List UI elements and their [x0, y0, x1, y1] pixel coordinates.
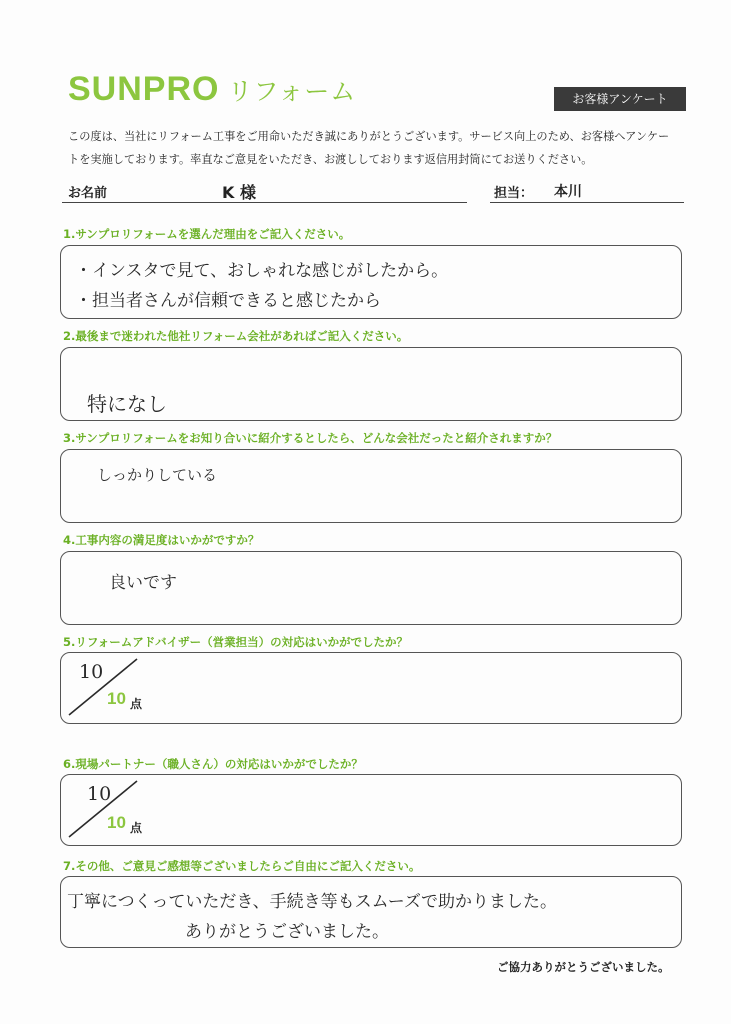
question-5-score-unit: 点: [130, 697, 143, 711]
question-2-label: 2.最後まで迷われた他社リフォーム会社があればご記入ください。: [63, 329, 409, 343]
customer-name-label: お名前: [68, 186, 108, 201]
customer-name-value: K 様: [222, 183, 256, 202]
question-6-score-max: 10: [107, 813, 126, 832]
question-3-answer-line-1: しっかりしている: [97, 466, 218, 484]
survey-badge: お客様アンケート: [554, 87, 686, 111]
intro-line-1: この度は、当社にリフォーム工事をご用命いただき誠にありがとうございます。サービス向上のため、お客様へアンケー: [68, 130, 670, 143]
intro-text: [68, 125, 688, 171]
sunpro-reform-logo: [68, 70, 356, 110]
question-7-answer-line-2: ありがとうございました。: [185, 922, 389, 942]
customer-name-row: [62, 180, 467, 203]
question-6-answer-box: [60, 774, 682, 846]
question-2-answer-line-1: 特になし: [87, 392, 167, 416]
question-1-answer-line-1: ・インスタで見て、おしゃれな感じがしたから。: [75, 261, 449, 281]
question-7-label: 7.その他、ご意見ご感想等ございましたらご自由にご記入ください。: [63, 859, 421, 873]
question-4-label: 4.工事内容の満足度はいかがですか？: [63, 533, 260, 547]
staff-row: [490, 180, 684, 203]
question-3-label: 3.サンプロリフォームをお知り合いに紹介するとしたら、どんな会社だったと紹介されますか？: [63, 431, 558, 445]
question-5-score-max: 10: [107, 689, 126, 708]
staff-value: 本川: [554, 184, 582, 200]
question-2-answer-box: [60, 347, 682, 421]
intro-line-2: トを実施しております。率直なご意見をいただき、お渡ししております返信用封筒にてお送りください。: [68, 153, 593, 166]
thanks-message: ご協力ありがとうございました。: [497, 960, 670, 974]
question-1-answer-box: [60, 245, 682, 319]
question-1-answer-line-2: ・担当者さんが信頼できると感じたから: [75, 291, 381, 311]
logo-sub-text: リフォーム: [227, 77, 357, 106]
staff-label: 担当：: [494, 186, 534, 201]
question-4-answer-box: [60, 551, 682, 625]
question-7-answer-line-1: 丁寧につくっていただき、手続き等もスムーズで助かりました。: [67, 892, 557, 912]
question-7-answer-box: [60, 876, 682, 948]
question-5-score-written: 10: [79, 661, 104, 683]
question-6-label: 6.現場パートナー（職人さん）の対応はいかがでしたか？: [63, 757, 363, 771]
question-5-label: 5.リフォームアドバイザー（営業担当）の対応はいかがでしたか？: [63, 635, 409, 649]
question-5-answer-box: [60, 652, 682, 724]
question-4-answer-line-1: 良いです: [109, 573, 177, 593]
question-1-label: 1.サンプロリフォームを選んだ理由をご記入ください。: [63, 227, 351, 241]
question-3-answer-box: [60, 449, 682, 523]
score-slash-6: [61, 775, 181, 845]
question-6-score-written: 10: [87, 783, 112, 805]
question-6-score-unit: 点: [130, 821, 143, 835]
logo-main-text: SUNPRO: [68, 70, 220, 108]
